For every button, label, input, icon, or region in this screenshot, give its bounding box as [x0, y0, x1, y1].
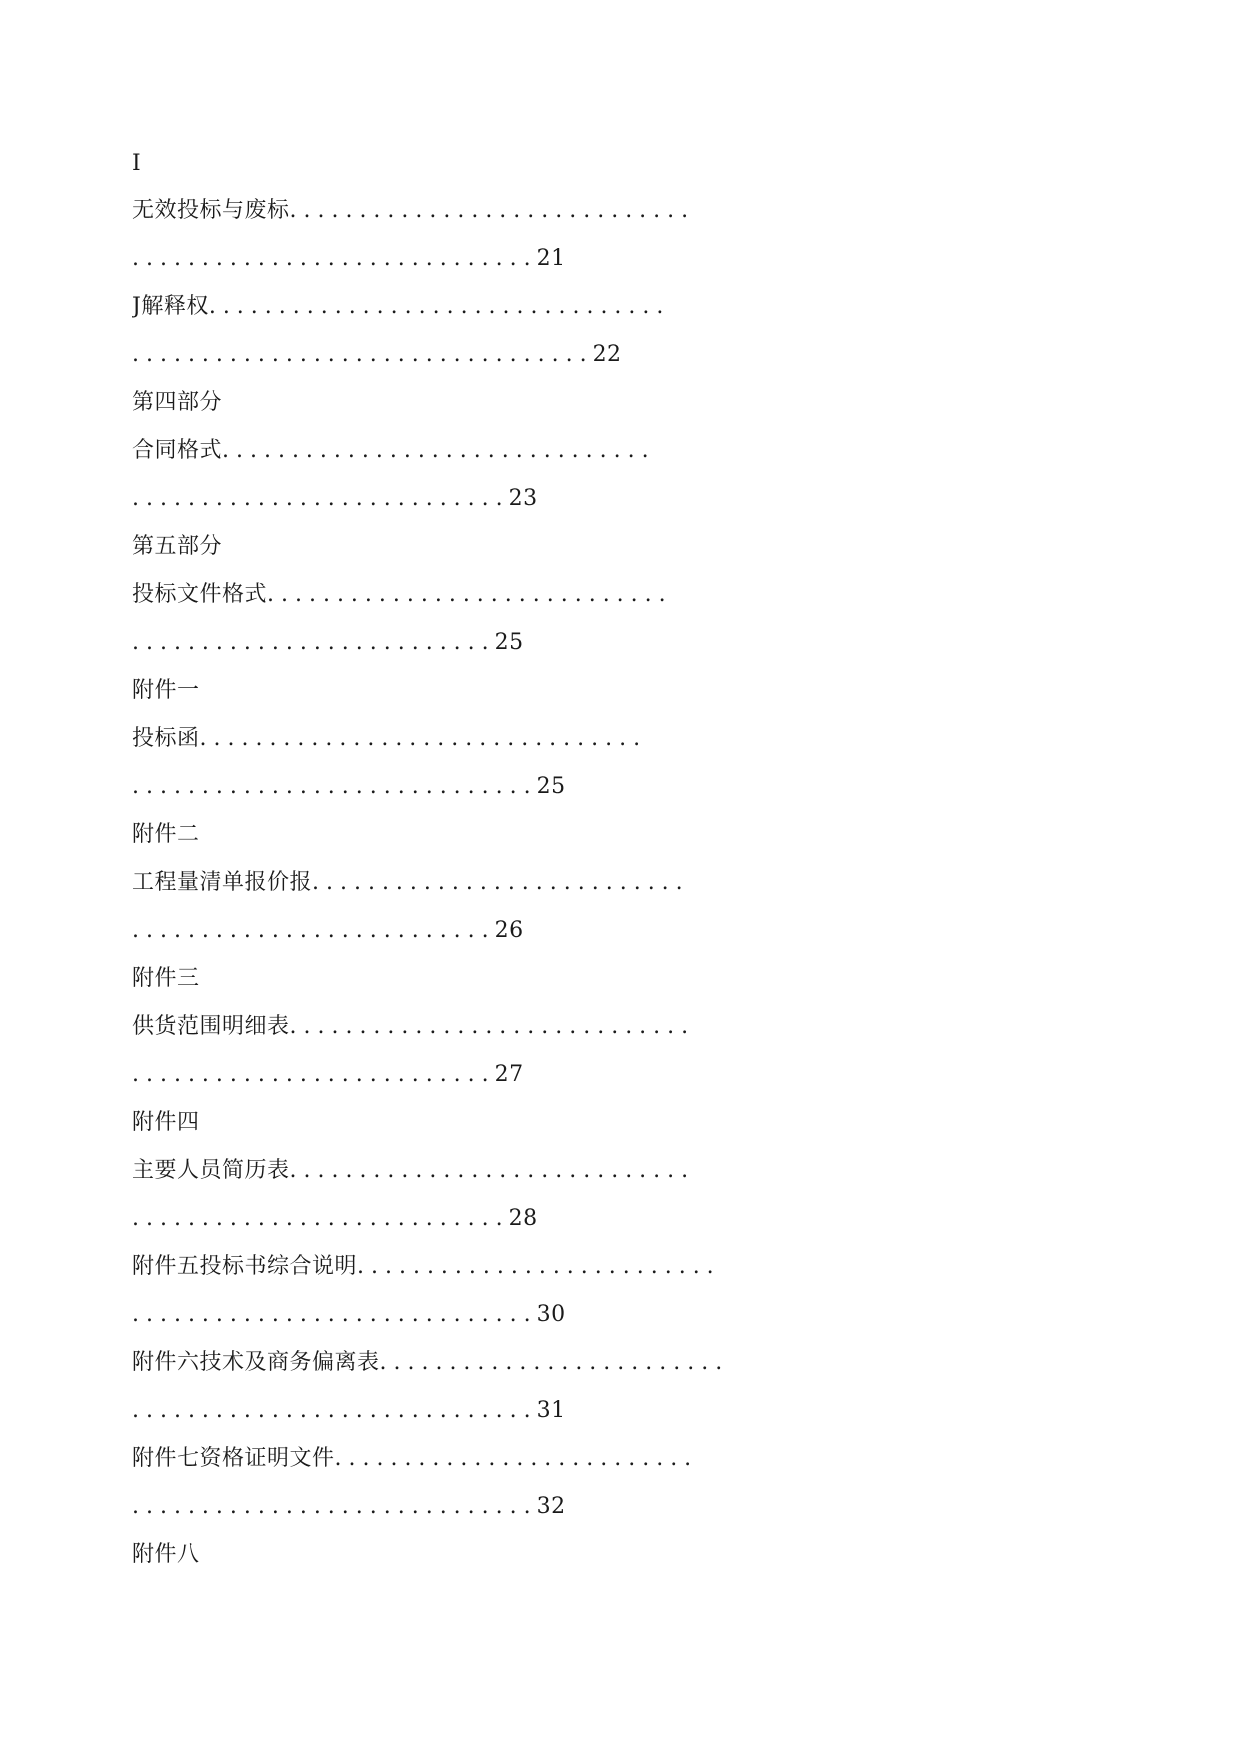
- toc-page-number: 26: [494, 918, 524, 943]
- toc-line: [132, 820, 1092, 850]
- toc-entry-title: 附件二: [132, 822, 200, 847]
- toc-leader-dots: . . . . . . . . . . . . . . . . . . . . . . . . . . . . . . . . .: [208, 294, 664, 319]
- toc-entry-title: 合同格式: [132, 438, 223, 463]
- toc-entry-title: I: [132, 151, 142, 176]
- toc-entry-title: 附件五投标书综合说明: [132, 1254, 358, 1279]
- toc-line: [132, 916, 1092, 946]
- toc-page-number: 22: [592, 342, 622, 367]
- toc-line: [132, 340, 1092, 370]
- toc-line: [132, 1252, 1092, 1282]
- toc-line: [132, 1492, 1092, 1522]
- toc-page-number: 23: [508, 486, 538, 511]
- toc-entry-title: 投标函: [132, 726, 200, 751]
- toc-page-number: 27: [494, 1062, 524, 1087]
- toc-leader-dots: . . . . . . . . . . . . . . . . . . . . . . . . . . . . .: [132, 1494, 531, 1519]
- toc-page-number: 21: [536, 246, 566, 271]
- toc-line: [132, 772, 1092, 802]
- toc-entry-title: 附件四: [132, 1110, 200, 1135]
- toc-leader-dots: . . . . . . . . . . . . . . . . . . . . . . . . .: [379, 1350, 723, 1375]
- toc-line: [132, 484, 1092, 514]
- toc-leader-dots: . . . . . . . . . . . . . . . . . . . . . . . . . .: [132, 630, 489, 655]
- toc-line: [132, 676, 1092, 706]
- toc-line: [132, 1396, 1092, 1426]
- toc-line: [132, 628, 1092, 658]
- toc-line: [132, 1060, 1092, 1090]
- toc-entry-title: 供货范围明细表: [132, 1014, 290, 1039]
- toc-line: [132, 196, 1092, 226]
- toc-page-number: 25: [494, 630, 524, 655]
- toc-line: [132, 1012, 1092, 1042]
- toc-leader-dots: . . . . . . . . . . . . . . . . . . . . . . . . . .: [132, 918, 489, 943]
- toc-entry-title: 无效投标与废标: [132, 198, 290, 223]
- toc-entry-title: 投标文件格式: [132, 582, 268, 607]
- toc-line: [132, 436, 1092, 466]
- toc-leader-dots: . . . . . . . . . . . . . . . . . . . . . . . . . . . . .: [289, 1014, 689, 1039]
- toc-leader-dots: . . . . . . . . . . . . . . . . . . . . . . . . . . . . .: [267, 582, 666, 607]
- toc-entry-title: 附件七资格证明文件: [132, 1446, 335, 1471]
- toc-line: [132, 964, 1092, 994]
- toc-line: [132, 1540, 1092, 1570]
- toc-line: [132, 868, 1092, 898]
- toc-entry-title: 主要人员简历表: [132, 1158, 290, 1183]
- toc-entry-title: 附件一: [132, 678, 200, 703]
- toc-leader-dots: . . . . . . . . . . . . . . . . . . . . . . . . . . . . . . . . .: [132, 342, 587, 367]
- toc-line: [132, 1204, 1092, 1234]
- toc-page-number: 31: [536, 1398, 566, 1423]
- toc-leader-dots: . . . . . . . . . . . . . . . . . . . . . . . . . . . . .: [132, 246, 531, 271]
- toc-leader-dots: . . . . . . . . . . . . . . . . . . . . . . . . . . . . .: [289, 1158, 689, 1183]
- toc-leader-dots: . . . . . . . . . . . . . . . . . . . . . . . . . . .: [312, 870, 683, 895]
- toc-leader-dots: . . . . . . . . . . . . . . . . . . . . . . . . . .: [132, 1062, 489, 1087]
- toc-leader-dots: . . . . . . . . . . . . . . . . . . . . . . . . . . . . .: [132, 774, 531, 799]
- toc-line: [132, 149, 1092, 179]
- toc-line: [132, 244, 1092, 274]
- toc-line: [132, 580, 1092, 610]
- toc-page-number: 28: [508, 1206, 538, 1231]
- toc-leader-dots: . . . . . . . . . . . . . . . . . . . . . . . . . .: [334, 1446, 692, 1471]
- toc-entry-title: 第四部分: [132, 390, 223, 415]
- toc-line: [132, 724, 1092, 754]
- toc-line: [132, 1444, 1092, 1474]
- toc-entry-title: 工程量清单报价报: [132, 870, 313, 895]
- toc-leader-dots: . . . . . . . . . . . . . . . . . . . . . . . . . .: [357, 1254, 714, 1279]
- toc-line: [132, 1300, 1092, 1330]
- toc-leader-dots: . . . . . . . . . . . . . . . . . . . . . . . . . . . . . . .: [222, 438, 649, 463]
- toc-page-number: 25: [536, 774, 566, 799]
- toc-leader-dots: . . . . . . . . . . . . . . . . . . . . . . . . . . . . .: [132, 1398, 531, 1423]
- toc-leader-dots: . . . . . . . . . . . . . . . . . . . . . . . . . . .: [132, 486, 503, 511]
- toc-page-number: 30: [536, 1302, 566, 1327]
- toc-entry-title: 附件六技术及商务偏离表: [132, 1350, 380, 1375]
- toc-entry-title: 附件三: [132, 966, 200, 991]
- toc-line: [132, 1156, 1092, 1186]
- toc-line: [132, 1348, 1092, 1378]
- toc-entry-title: 附件八: [132, 1542, 200, 1567]
- toc-leader-dots: . . . . . . . . . . . . . . . . . . . . . . . . . . . . .: [289, 198, 689, 223]
- toc-leader-dots: . . . . . . . . . . . . . . . . . . . . . . . . . . .: [132, 1206, 503, 1231]
- toc-line: [132, 532, 1092, 562]
- toc-leader-dots: . . . . . . . . . . . . . . . . . . . . . . . . . . . . .: [132, 1302, 531, 1327]
- toc-line: [132, 388, 1092, 418]
- toc-line: [132, 292, 1092, 322]
- toc-leader-dots: . . . . . . . . . . . . . . . . . . . . . . . . . . . . . . . .: [199, 726, 641, 751]
- toc-entry-title: 第五部分: [132, 534, 223, 559]
- toc-page-number: 32: [536, 1494, 566, 1519]
- toc-line: [132, 1108, 1092, 1138]
- toc-entry-title: J解释权: [132, 294, 209, 319]
